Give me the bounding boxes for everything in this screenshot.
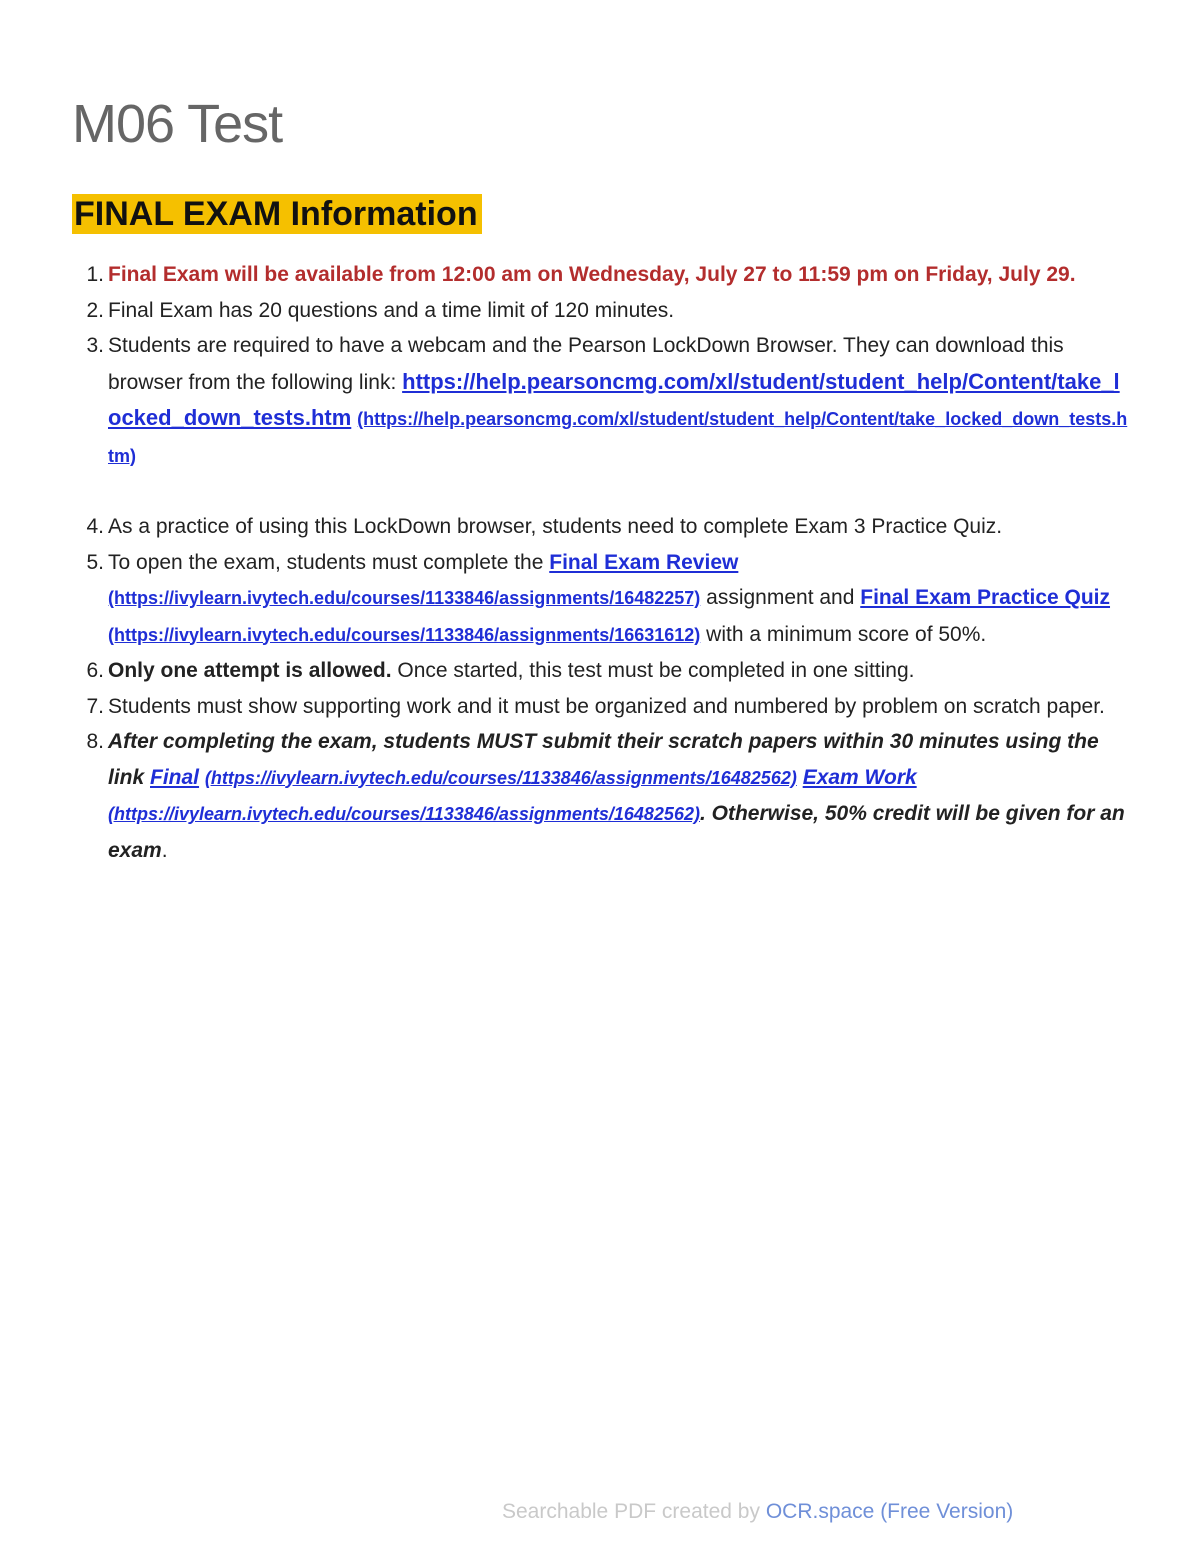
list-number: 8. bbox=[86, 730, 104, 753]
pearson-lockdown-link-url[interactable]: (https://help.pearsoncmg.com/xl/student/student_help/Content/take_locked_down_tests.htm) bbox=[108, 409, 1128, 466]
footer-suffix: (Free Version) bbox=[874, 1500, 1014, 1523]
info-list bbox=[86, 257, 1128, 868]
pearson-lockdown-link[interactable]: https://help.pearsoncmg.com/xl/student/student_help/Content/take_locked_down_tests.htm bbox=[108, 368, 1120, 430]
supporting-work-text: Students must show supporting work and it must be organized and numbered by problem on scratch paper. bbox=[108, 694, 1105, 718]
list-number: 4. bbox=[86, 515, 104, 538]
scratch-paper-text: After completing the exam, students MUST submit their scratch papers within 30 minutes using the link bbox=[108, 730, 1099, 789]
open-exam-text-after: with a minimum score of 50%. bbox=[700, 622, 987, 646]
list-item-2 bbox=[86, 293, 1128, 329]
final-exam-review-link[interactable]: Final Exam Review bbox=[549, 550, 739, 574]
list-number: 2. bbox=[86, 298, 104, 322]
section-heading-highlight: FINAL EXAM Information bbox=[72, 194, 482, 234]
list-item-5 bbox=[86, 545, 1128, 654]
list-number: 3. bbox=[86, 334, 104, 357]
one-attempt-bold-text: Only one attempt is allowed. bbox=[108, 659, 392, 682]
page-title: M06 Test bbox=[72, 94, 283, 154]
open-exam-text-mid: assignment and bbox=[700, 586, 861, 609]
list-number: 5. bbox=[86, 550, 104, 574]
exam-work-link[interactable]: Exam Work bbox=[802, 765, 917, 789]
one-attempt-text: Once started, this test must be completed in one sitting. bbox=[391, 659, 915, 682]
list-item-8 bbox=[86, 724, 1128, 868]
list-item-4 bbox=[86, 509, 1128, 545]
final-exam-practice-quiz-link[interactable]: Final Exam Practice Quiz bbox=[860, 586, 1111, 609]
list-item-3 bbox=[86, 328, 1128, 474]
list-number: 1. bbox=[86, 263, 104, 286]
footer-ocr-name: OCR.space bbox=[765, 1500, 875, 1523]
section-heading bbox=[72, 194, 482, 234]
lockdown-requirement-text: Students are required to have a webcam and the Pearson LockDown Browser. They can download this browser from the following link: bbox=[108, 334, 1064, 394]
final-link-url[interactable]: (https://ivylearn.ivytech.edu/courses/1133846/assignments/16482562) bbox=[204, 767, 797, 788]
final-link[interactable]: Final bbox=[150, 765, 200, 789]
ocr-footer bbox=[502, 1500, 1013, 1524]
exam-questions-text: Final Exam has 20 questions and a time limit of 120 minutes. bbox=[108, 298, 675, 322]
open-exam-text: To open the exam, students must complete the bbox=[108, 550, 550, 574]
exam-work-link-url[interactable]: (https://ivylearn.ivytech.edu/courses/1133846/assignments/16482562) bbox=[108, 804, 700, 824]
final-exam-practice-quiz-link-url[interactable]: (https://ivylearn.ivytech.edu/courses/1133846/assignments/16631612) bbox=[108, 624, 701, 645]
exam-availability-text: Final Exam will be available from 12:00 am on Wednesday, July 27 to 11:59 pm on Friday, July 29. bbox=[108, 263, 1076, 286]
list-number: 7. bbox=[86, 694, 104, 718]
list-spacer bbox=[108, 474, 1128, 509]
final-exam-review-link-url[interactable]: (https://ivylearn.ivytech.edu/courses/1133846/assignments/16482257) bbox=[108, 588, 701, 608]
list-item-7 bbox=[86, 689, 1128, 725]
list-item-1 bbox=[86, 257, 1128, 293]
practice-quiz-text: As a practice of using this LockDown browser, students need to complete Exam 3 Practice Quiz. bbox=[108, 515, 1003, 538]
scratch-paper-text-end: . bbox=[161, 838, 168, 862]
list-item-6 bbox=[86, 653, 1128, 689]
list-number: 6. bbox=[86, 659, 104, 682]
footer-prefix: Searchable PDF created by bbox=[502, 1500, 766, 1523]
scratch-paper-text-after: . Otherwise, 50% credit will be given for an exam bbox=[108, 802, 1125, 862]
